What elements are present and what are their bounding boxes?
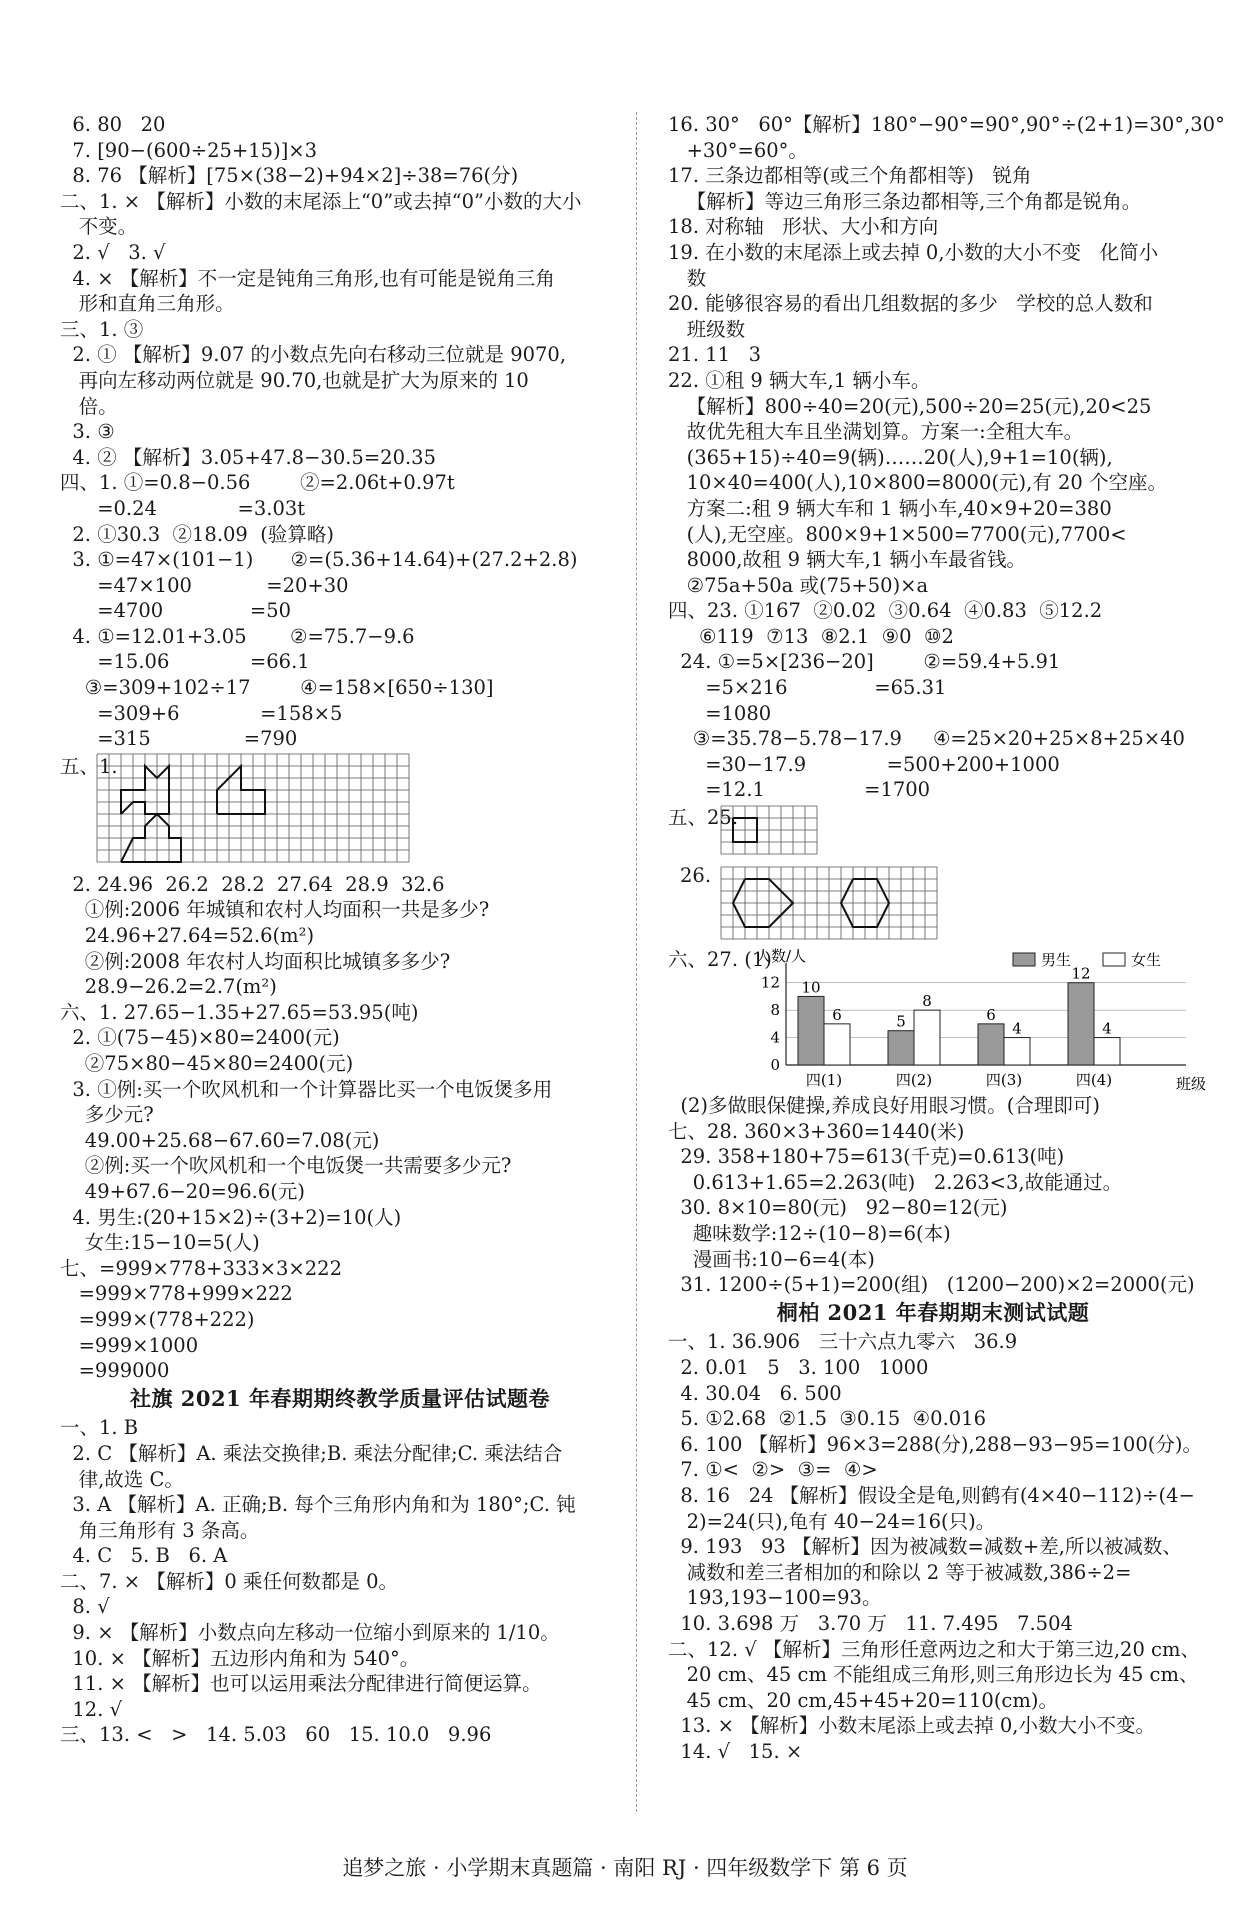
grid-figure-26 [668, 863, 1198, 941]
answer-line: (人),无空座。800×9+1×500=7700(元),7700< [668, 522, 1127, 546]
answer-line: 4. × 【解析】不一定是钝角三角形,也有可能是锐角三角 [60, 266, 555, 290]
chart-data-label: 4 [1102, 1019, 1112, 1038]
answer-line: 2. ①(75−45)×80=2400(元) [60, 1026, 340, 1050]
grid-label-1: 五、1. [60, 754, 118, 778]
answer-block-3 [60, 1415, 620, 1748]
answer-line: 4. ② 【解析】3.05+47.8−30.5=20.35 [60, 445, 436, 469]
answer-line: =999×1000 [60, 1333, 199, 1357]
answer-line: 4. ①=12.01+3.05 ②=75.7−9.6 [60, 624, 415, 648]
answer-line: 三、13. < > 14. 5.03 60 15. 10.0 9.96 [60, 1723, 492, 1747]
answer-line: 七、=999×778+333×3×222 [60, 1256, 342, 1280]
chart-x-tick-label: 四(4) [1075, 1071, 1113, 1090]
answer-line: ②75a+50a 或(75+50)×a [668, 573, 929, 597]
answer-line: 24.96+27.64=52.6(m²) [60, 924, 315, 948]
answer-line: 三、1. ③ [60, 317, 144, 341]
answer-line: ②例:买一个吹风机和一个电饭煲一共需要多少元? [60, 1154, 512, 1178]
answer-line: 5. ①2.68 ②1.5 ③0.15 ④0.016 [668, 1407, 986, 1431]
answer-line: =12.1 =1700 [668, 778, 931, 802]
chart-bar-boys [1068, 983, 1094, 1065]
answer-line: ②例:2008 年农村人均面积比城镇多多少? [60, 949, 451, 973]
answer-line: 2. 0.01 5 3. 100 1000 [668, 1355, 929, 1379]
answer-line: 16. 30° 60°【解析】180°−90°=90°,90°÷(2+1)=30°,30° [668, 113, 1225, 136]
chart-y-tick-label: 8 [770, 1001, 780, 1020]
answer-line: 2. ①30.3 ②18.09 (验算略) [60, 522, 334, 546]
answer-line: 193,193−100=93。 [668, 1586, 882, 1610]
answer-line: 22. ①租 9 辆大车,1 辆小车。 [668, 368, 931, 392]
answer-line: 4. 30.04 6. 500 [668, 1381, 842, 1405]
chart-x-axis-label: 班级 [1176, 1075, 1207, 1094]
answer-line: 班级数 [668, 317, 746, 341]
answer-line: 数 [668, 266, 707, 290]
chart-y-axis-label: 人数/人 [756, 947, 807, 966]
answer-line: 7. [90−(600÷25+15)]×3 [60, 138, 318, 162]
answer-line: 二、1. × 【解析】小数的末尾添上“0”或去掉“0”小数的大小 [60, 189, 582, 213]
chart-data-label: 10 [801, 978, 821, 997]
answer-line: =30−17.9 =500+200+1000 [668, 752, 1060, 776]
answer-line: =315 =790 [60, 727, 298, 751]
page-footer: 追梦之旅 · 小学期末真题篇 · 南阳 RJ · 四年级数学下 第 6 页 [342, 1856, 908, 1880]
answer-line: 9. 193 93 【解析】因为被减数=减数+差,所以被减数、 [668, 1535, 1182, 1559]
answer-line: 29. 358+180+75=613(千克)=0.613(吨) [668, 1145, 1065, 1169]
answer-line: 30. 8×10=80(元) 92−80=12(元) [668, 1196, 1008, 1220]
chart-question-label: 六、27. (1) [668, 948, 772, 972]
answer-line: =0.24 =3.03t [60, 496, 306, 520]
chart-data-label: 6 [832, 1005, 842, 1024]
answer-block-1 [60, 112, 620, 752]
chart-data-label: 4 [1012, 1019, 1022, 1038]
answer-line: 10. 3.698 万 3.70 万 11. 7.495 7.504 [668, 1611, 1073, 1635]
answer-line: =309+6 =158×5 [60, 701, 343, 725]
grid-drawing-26 [668, 863, 1198, 941]
answer-line: 10. × 【解析】五边形内角和为 540°。 [60, 1646, 420, 1670]
answer-block-4 [668, 112, 1225, 803]
answer-line: 20 cm、45 cm 不能组成三角形,则三角形边长为 45 cm、 [668, 1663, 1199, 1687]
answer-line: 倍。 [60, 394, 118, 418]
answer-line: 6. 100 【解析】96×3=288(分),288−93−95=100(分)。 [668, 1432, 1202, 1456]
section-title-tongbai: 桐柏 2021 年春期期末测试试题 [776, 1299, 1090, 1325]
chart-data-label: 12 [1071, 964, 1091, 983]
answer-line: 49.00+25.68−67.60=7.08(元) [60, 1128, 380, 1152]
answer-line: =1080 [668, 701, 772, 725]
chart-bar-girls [1004, 1038, 1030, 1065]
chart-x-tick-label: 四(1) [805, 1071, 843, 1090]
grid-figure-25 [668, 805, 1198, 857]
answer-line: 8. √ [60, 1595, 110, 1619]
answer-line: ③=309+102÷17 ④=158×[650÷130] [60, 676, 494, 700]
chart-bar-girls [914, 1010, 940, 1065]
grid-label-26: 26. [680, 864, 712, 888]
chart-bar-girls [824, 1024, 850, 1065]
answer-line: =15.06 =66.1 [60, 650, 310, 674]
answer-block-6 [668, 1329, 1202, 1764]
answer-line: 3. A 【解析】A. 正确;B. 每个三角形内角和为 180°;C. 钝 [60, 1493, 576, 1517]
answer-line: 12. √ [60, 1697, 123, 1721]
chart-data-label: 6 [986, 1005, 996, 1024]
answer-line: 9. × 【解析】小数点向左移动一位缩小到原来的 1/10。 [60, 1621, 560, 1645]
grid-figure-1 [60, 754, 620, 866]
answer-line: 10×40=400(人),10×800=8000(元),有 20 个空座。 [668, 471, 1167, 495]
answer-line: ①例:2006 年城镇和农村人均面积一共是多少? [60, 898, 490, 922]
grid-drawing-1 [60, 754, 620, 866]
answer-line: =999×(778+222) [60, 1307, 255, 1331]
answer-line: +30°=60°。 [668, 138, 808, 162]
answer-line: ③=35.78−5.78−17.9 ④=25×20+25×8+25×40 [668, 727, 1185, 751]
chart-y-tick-label: 0 [770, 1056, 780, 1075]
answer-block-2 [60, 872, 620, 1384]
answer-line: 形和直角三角形。 [60, 292, 235, 316]
answer-line: 一、1. B [60, 1416, 139, 1440]
chart-legend-swatch [1013, 953, 1035, 966]
answer-line: 2. 24.96 26.2 28.2 27.64 28.9 32.6 [60, 872, 445, 896]
chart-bar-boys [798, 996, 824, 1065]
answer-line: 故优先租大车且坐满划算。方案一:全租大车。 [668, 420, 1084, 444]
answer-line: =999000 [60, 1359, 170, 1383]
answer-line: 28.9−26.2=2.7(m²) [60, 975, 277, 999]
chart-y-tick-label: 4 [770, 1028, 780, 1047]
answer-line: 2. √ 3. √ [60, 240, 166, 264]
answer-line: 二、7. × 【解析】0 乘任何数都是 0。 [60, 1569, 399, 1593]
chart-data-label: 8 [922, 992, 932, 1011]
answer-line: =5×216 =65.31 [668, 676, 947, 700]
answer-line: 漫画书:10−6=4(本) [668, 1247, 875, 1271]
chart-legend-label: 男生 [1041, 951, 1072, 970]
answer-line: 8. 16 24 【解析】假设全是龟,则鹤有(4×40−112)÷(4− [668, 1483, 1195, 1507]
answer-line: 19. 在小数的末尾添上或去掉 0,小数的大小不变 化简小 [668, 240, 1159, 264]
answer-line: 8. 76 【解析】[75×(38−2)+94×2]÷38=76(分) [60, 164, 519, 188]
answer-line: 24. ①=5×[236−20] ②=59.4+5.91 [668, 650, 1061, 674]
answer-line: 【解析】等边三角形三条边都相等,三个角都是锐角。 [668, 189, 1142, 213]
answer-line: 4. C 5. B 6. A [60, 1544, 228, 1568]
grid-label-25: 五、25. [668, 806, 739, 830]
answer-line: 四、1. ①=0.8−0.56 ②=2.06t+0.97t [60, 471, 455, 495]
answer-line: 13. × 【解析】小数末尾添上或去掉 0,小数大小不变。 [668, 1714, 1155, 1738]
answer-line: ②75×80−45×80=2400(元) [60, 1052, 354, 1075]
answer-line: 3. ①=47×(101−1) ②=(5.36+14.64)+(27.2+2.8) [60, 548, 578, 572]
chart-y-tick-label: 12 [760, 973, 780, 992]
chart-x-tick-label: 四(2) [895, 1071, 933, 1090]
answer-line: 再向左移动两位就是 90.70,也就是扩大为原来的 10 [60, 368, 529, 392]
answer-line: 17. 三条边都相等(或三个角都相等) 锐角 [668, 164, 1032, 188]
answer-line: 角三角形有 3 条高。 [60, 1518, 260, 1542]
column-divider [636, 112, 637, 1812]
answer-line: 女生:15−10=5(人) [60, 1231, 260, 1255]
answer-line: 11. × 【解析】也可以运用乘法分配律进行简便运算。 [60, 1672, 542, 1696]
answer-line: 2)=24(只),龟有 40−24=16(只)。 [668, 1509, 996, 1533]
answer-line: ⑥119 ⑦13 ⑧2.1 ⑨0 ⑩2 [668, 624, 954, 648]
chart-legend-label: 女生 [1131, 951, 1162, 970]
chart-bar-boys [978, 1024, 1004, 1065]
chart-data-label: 5 [896, 1012, 906, 1031]
chart-bar-girls [1094, 1038, 1120, 1065]
answer-line: 不变。 [60, 215, 138, 239]
answer-line: 20. 能够很容易的看出几组数据的多少 学校的总人数和 [668, 292, 1153, 316]
answer-line: 8000,故租 9 辆大车,1 辆小车最省钱。 [668, 548, 1027, 572]
answer-block-5 [668, 1093, 1198, 1298]
chart-x-tick-label: 四(3) [985, 1071, 1023, 1090]
answer-line: 7. ①< ②> ③= ④> [668, 1458, 878, 1482]
grid-drawing-25 [668, 805, 1198, 857]
chart-legend-swatch [1103, 953, 1125, 966]
answer-line: 方案二:租 9 辆大车和 1 辆小车,40×9+20=380 [668, 496, 1112, 520]
answer-line: (2)多做眼保健操,养成良好用眼习惯。(合理即可) [668, 1094, 1100, 1118]
right-column [668, 112, 1225, 1764]
bar-chart-figure [668, 947, 1207, 1094]
answer-line: 六、1. 27.65−1.35+27.65=53.95(吨) [60, 1000, 419, 1024]
answer-line: 14. √ 15. × [668, 1739, 803, 1763]
answer-line: 一、1. 36.906 三十六点九零六 36.9 [668, 1330, 1018, 1354]
answer-line: =999×778+999×222 [60, 1282, 293, 1306]
answer-line: =4700 =50 [60, 599, 292, 623]
answer-line: 18. 对称轴 形状、大小和方向 [668, 215, 939, 239]
answer-line: 【解析】800÷40=20(元),500÷20=25(元),20<25 [668, 394, 1152, 418]
chart-bar-boys [888, 1031, 914, 1065]
answer-line: 21. 11 3 [668, 343, 762, 367]
answer-line: 3. ①例:买一个吹风机和一个计算器比买一个电饭煲多用 [60, 1077, 553, 1101]
answer-line: 律,故选 C。 [60, 1467, 184, 1491]
answer-line: 2. C 【解析】A. 乘法交换律;B. 乘法分配律;C. 乘法结合 [60, 1441, 563, 1465]
answer-line: 49+67.6−20=96.6(元) [60, 1179, 305, 1203]
answer-line: 3. ③ [60, 420, 115, 444]
answer-line: 45 cm、20 cm,45+45+20=110(cm)。 [668, 1688, 1058, 1712]
section-title-sheqi: 社旗 2021 年春期期终教学质量评估试题卷 [129, 1385, 551, 1411]
answer-line: =47×100 =20+30 [60, 573, 349, 597]
left-column [60, 112, 620, 1748]
answer-line: 趣味数学:12÷(10−8)=6(本) [668, 1222, 951, 1245]
answer-line: 二、12. √ 【解析】三角形任意两边之和大于第三边,20 cm、 [668, 1637, 1200, 1661]
answer-line: 0.613+1.65=2.263(吨) 2.263<3,故能通过。 [668, 1170, 1123, 1194]
answer-line: 4. 男生:(20+15×2)÷(3+2)=10(人) [60, 1205, 402, 1229]
answer-line: 多少元? [60, 1103, 154, 1127]
answer-line: 减数和差三者相加的和除以 2 等于被减数,386÷2= [668, 1560, 1132, 1584]
answer-line: 6. 80 20 [60, 113, 166, 136]
answer-line: 31. 1200÷(5+1)=200(组) (1200−200)×2=2000(元) [668, 1273, 1195, 1297]
answer-line: 七、28. 360×3+360=1440(米) [668, 1119, 965, 1143]
answer-line: (365+15)÷40=9(辆)……20(人),9+1=10(辆), [668, 445, 1113, 469]
answer-line: 四、23. ①167 ②0.02 ③0.64 ④0.83 ⑤12.2 [668, 599, 1103, 623]
answer-line: 2. ① 【解析】9.07 的小数点先向右移动三位就是 9070, [60, 343, 567, 367]
